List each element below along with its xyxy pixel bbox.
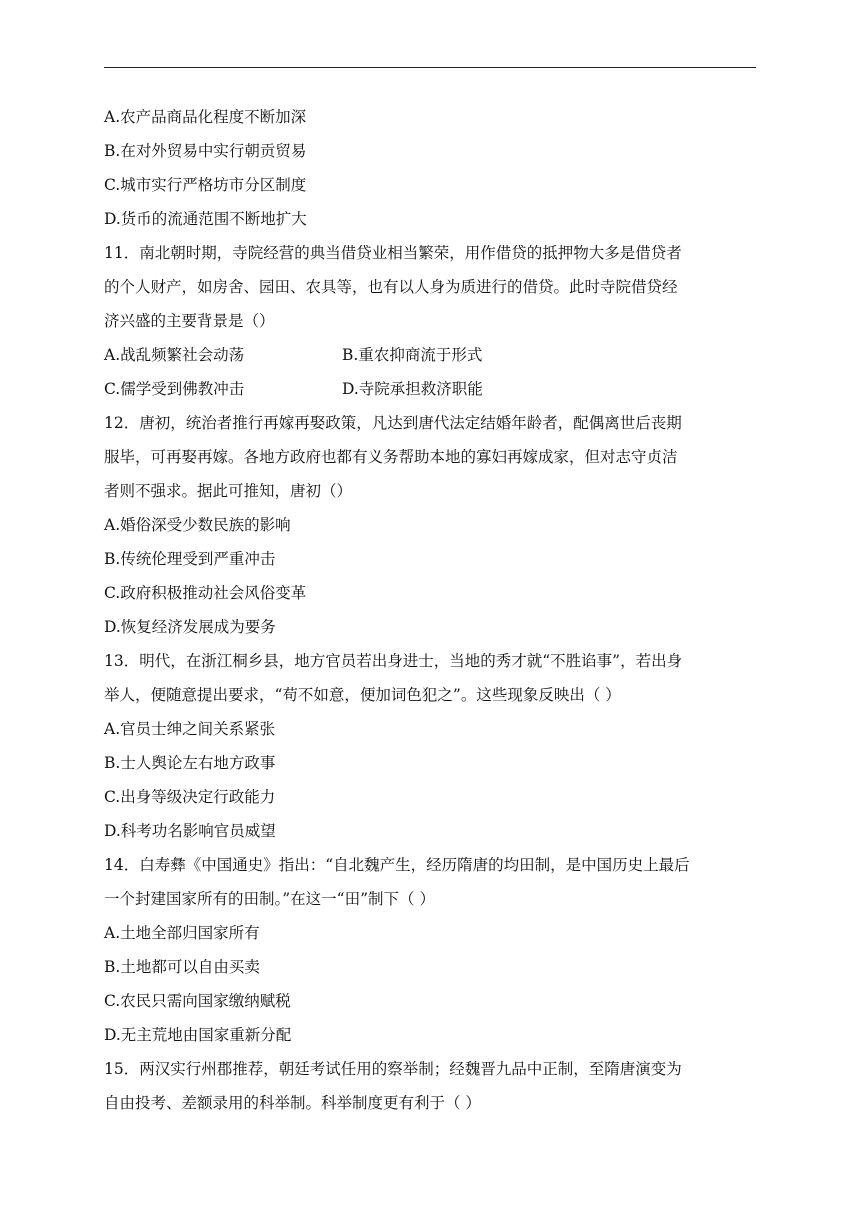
option-b: B.士人舆论左右地方政事 [104, 754, 276, 772]
header-rule [104, 67, 756, 68]
option-d: D.恢复经济发展成为要务 [104, 618, 276, 636]
question-10-options [104, 100, 756, 236]
question-stem-line: 自由投考、差额录用的科举制。科举制度更有利于（ ） [104, 1094, 481, 1112]
question-12 [104, 406, 756, 644]
question-stem-line: 济兴盛的主要背景是（） [104, 312, 275, 330]
option-d: D.货币的流通范围不断地扩大 [104, 210, 307, 228]
option-d: D.科考功名影响官员威望 [104, 822, 276, 840]
option-c: C.城市实行严格坊市分区制度 [104, 176, 307, 194]
exam-page-content [104, 100, 756, 1120]
question-stem-line: 12．唐初，统治者推行再嫁再娶政策，凡达到唐代法定结婚年龄者，配偶离世后丧期 [104, 414, 682, 432]
question-stem-line: 14．白寿彝《中国通史》指出：“自北魏产生，经历隋唐的均田制，是中国历史上最后 [104, 856, 690, 874]
question-15 [104, 1052, 756, 1120]
question-stem-line: 11．南北朝时期，寺院经营的典当借贷业相当繁荣，用作借贷的抵押物大多是借贷者 [104, 244, 682, 262]
option-b: B.重农抑商流于形式 [342, 346, 483, 364]
question-stem-line: 一个封建国家所有的田制。”在这一“田”制下（ ） [104, 890, 435, 908]
option-row [104, 372, 756, 406]
option-a: A.婚俗深受少数民族的影响 [104, 516, 291, 534]
option-a: A.战乱频繁社会动荡 [104, 346, 245, 364]
option-b: B.在对外贸易中实行朝贡贸易 [104, 142, 307, 160]
option-a: A.官员士绅之间关系紧张 [104, 720, 276, 738]
question-13 [104, 644, 756, 848]
option-c: C.政府积极推动社会风俗变革 [104, 584, 307, 602]
question-stem-line: 15．两汉实行州郡推荐，朝廷考试任用的察举制；经魏晋九品中正制，至隋唐演变为 [104, 1060, 682, 1078]
question-stem-line: 的个人财产，如房舍、园田、农具等，也有以人身为质进行的借贷。此时寺院借贷经 [104, 278, 678, 296]
question-11 [104, 236, 756, 406]
option-a: A.农产品商品化程度不断加深 [104, 108, 307, 126]
option-a: A.土地全部归国家所有 [104, 924, 260, 942]
option-c: C.农民只需向国家缴纳赋税 [104, 992, 291, 1010]
option-b: B.传统伦理受到严重冲击 [104, 550, 276, 568]
option-row [104, 338, 756, 372]
option-c: C.儒学受到佛教冲击 [104, 380, 245, 398]
question-stem-line: 服毕，可再娶再嫁。各地方政府也都有义务帮助本地的寡妇再嫁成家，但对志守贞洁 [104, 448, 678, 466]
option-d: D.无主荒地由国家重新分配 [104, 1026, 292, 1044]
option-b: B.土地都可以自由买卖 [104, 958, 260, 976]
option-c: C.出身等级决定行政能力 [104, 788, 276, 806]
question-14 [104, 848, 756, 1052]
question-stem-line: 者则不强求。据此可推知，唐初（） [104, 482, 353, 500]
question-stem-line: 举人，便随意提出要求，“苟不如意，便加词色犯之”。这些现象反映出（ ） [104, 686, 621, 704]
question-stem-line: 13．明代，在浙江桐乡县，地方官员若出身进士，当地的秀才就“不胜谄事”，若出身 [104, 652, 683, 670]
option-d: D.寺院承担救济职能 [342, 380, 483, 398]
